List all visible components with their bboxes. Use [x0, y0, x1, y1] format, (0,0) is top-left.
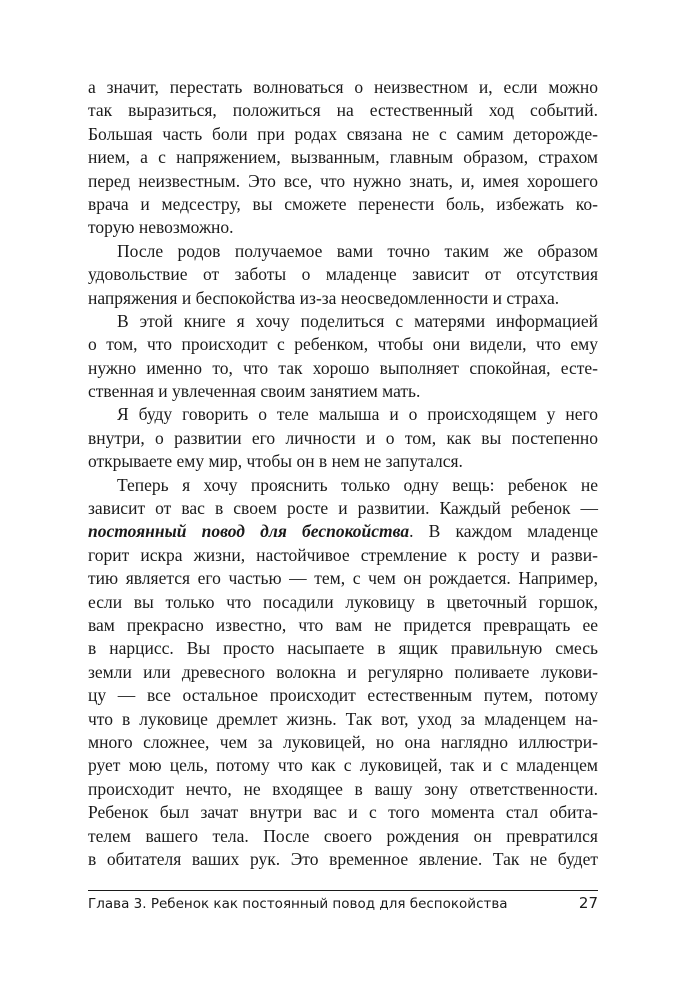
text-line-emphasis: [88, 520, 598, 543]
text-line: Ребенок был зачат внутри вас и с того момента стал обита-: [88, 802, 598, 823]
text-line: врача и медсестру, вы сможете перенести боль, избежать ко-: [88, 193, 598, 214]
text-fragment: . В каждом младенце: [409, 521, 599, 542]
text-line: зависит от вас в своем росте и развитии. Каждый ребенок —: [88, 498, 598, 519]
text-line: В этой книге я хочу поделиться с матерями информацией: [117, 310, 598, 331]
text-line: нием, а с напряжением, вызванным, главным образом, страхом: [88, 147, 598, 168]
text-line: После родов получаемое вами точно таким же образом: [117, 240, 598, 261]
text-line: тию является его частью — тем, с чем он рождается. Например,: [88, 568, 598, 589]
emphasized-phrase: постоянный повод для беспокойства: [88, 521, 410, 542]
page-number: 27: [578, 894, 598, 912]
text-line: в обитателя ваших рук. Это временное явление. Так не будет: [88, 848, 598, 869]
text-line: перед неизвестным. Это все, что нужно знать, и, имея хорошего: [88, 170, 598, 191]
text-line: много сложнее, чем за луковицей, но она наглядно иллюстри-: [88, 731, 598, 752]
text-line: открываете ему мир, чтобы он в нем не запутался.: [88, 451, 463, 472]
text-line: цу — все остальное происходит естественным путем, потому: [88, 685, 598, 706]
running-footer-chapter-title: Глава 3. Ребенок как постоянный повод для беспокойства: [88, 896, 508, 912]
text-line: если вы только что посадили луковицу в цветочный горшок,: [88, 591, 598, 612]
text-line: рует мою цель, потому что как с луковицей, так и с младенцем: [88, 755, 598, 776]
body-text: [88, 76, 598, 871]
text-line: нужно именно то, что так хорошо выполняет спокойная, есте-: [88, 357, 598, 378]
text-line: вам прекрасно известно, что вам не придется превращать ее: [88, 614, 598, 635]
text-line: торую невозможно.: [88, 217, 234, 238]
text-line: внутри, о развитии его личности и о том, как вы постепенно: [88, 427, 598, 448]
text-line: о том, что происходит с ребенком, чтобы они видели, что ему: [88, 334, 598, 355]
text-line: так выразиться, положиться на естественный ход событий.: [88, 100, 598, 121]
text-line: удовольствие от заботы о младенце зависит от отсутствия: [88, 264, 598, 285]
text-line: земли или древесного волокна и регулярно поливаете лукови-: [88, 661, 598, 682]
text-line: горит искра жизни, настойчивое стремление к росту и разви-: [88, 544, 598, 565]
footer-divider: [88, 890, 598, 891]
text-line: Большая часть боли при родах связана не с самим деторожде-: [88, 123, 598, 144]
text-line: Я буду говорить о теле малыша и о происходящем у него: [117, 404, 598, 425]
text-line: Теперь я хочу прояснить только одну вещь: ребенок не: [117, 474, 598, 495]
text-line: что в луковице дремлет жизнь. Так вот, уход за младенцем на-: [88, 708, 598, 729]
text-line: происходит нечто, не входящее в вашу зону ответственности.: [88, 778, 598, 799]
text-line: ственная и увлеченная своим занятием мать.: [88, 381, 421, 402]
text-line: телем вашего тела. После своего рождения он превратился: [88, 825, 598, 846]
text-line: в нарцисс. Вы просто насыпаете в ящик правильную смесь: [88, 638, 598, 659]
text-line: напряжения и беспокойства из-за неосведомленности и страха.: [88, 287, 560, 308]
text-line: а значит, перестать волноваться о неизвестном и, если можно: [88, 77, 598, 97]
